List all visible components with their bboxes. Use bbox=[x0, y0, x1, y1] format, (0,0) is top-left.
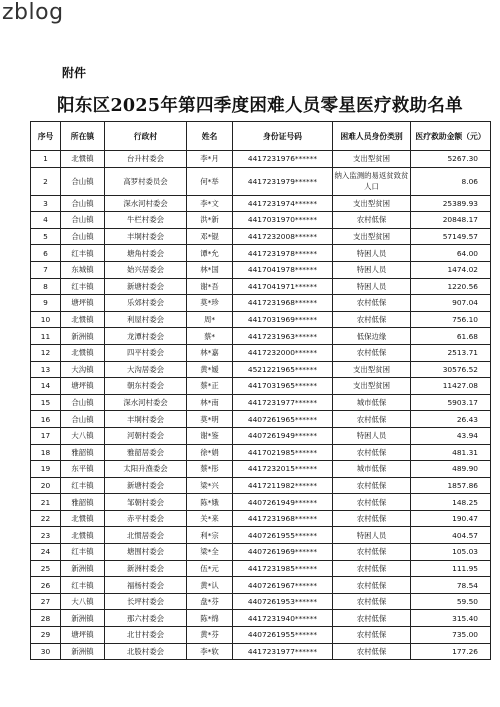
cell-village: 四平村委会 bbox=[105, 344, 187, 361]
cell-town: 红丰镇 bbox=[61, 278, 105, 295]
cell-id-number: 4417231968****** bbox=[233, 510, 333, 527]
cell-amount: 61.68 bbox=[411, 328, 491, 345]
cell-index: 23 bbox=[31, 527, 61, 544]
cell-name: 黄*嫒 bbox=[187, 361, 233, 378]
cell-town: 东城镇 bbox=[61, 261, 105, 278]
cell-amount: 111.95 bbox=[411, 560, 491, 577]
cell-index: 9 bbox=[31, 295, 61, 312]
cell-name: 李*月 bbox=[187, 151, 233, 168]
cell-village: 新塘村委会 bbox=[105, 477, 187, 494]
cell-category: 农村低保 bbox=[333, 610, 411, 627]
cell-amount: 735.00 bbox=[411, 627, 491, 644]
cell-amount: 190.47 bbox=[411, 510, 491, 527]
document-title: 阳东区2025年第四季度困难人员零星医疗救助名单 bbox=[57, 96, 463, 116]
cell-index: 1 bbox=[31, 151, 61, 168]
cell-name: 洪*新 bbox=[187, 212, 233, 229]
cell-name: 蔡* bbox=[187, 328, 233, 345]
cell-amount: 5267.30 bbox=[411, 151, 491, 168]
table-row bbox=[31, 394, 491, 411]
cell-village: 北股村委会 bbox=[105, 643, 187, 660]
table-row bbox=[31, 228, 491, 245]
cell-index: 19 bbox=[31, 461, 61, 478]
cell-category: 纳入监测的易返贫致贫人口 bbox=[333, 167, 411, 195]
table-row bbox=[31, 494, 491, 511]
cell-id-number: 4417232008****** bbox=[233, 228, 333, 245]
cell-id-number: 4417031965****** bbox=[233, 378, 333, 395]
cell-index: 7 bbox=[31, 261, 61, 278]
cell-village: 深水河村委会 bbox=[105, 195, 187, 212]
cell-town: 合山镇 bbox=[61, 167, 105, 195]
cell-village: 那六村委会 bbox=[105, 610, 187, 627]
cell-category: 农村低保 bbox=[333, 494, 411, 511]
cell-name: 梁*兴 bbox=[187, 477, 233, 494]
cell-amount: 177.26 bbox=[411, 643, 491, 660]
table-row bbox=[31, 311, 491, 328]
cell-town: 雅韶镇 bbox=[61, 494, 105, 511]
cell-name: 谢*鉴 bbox=[187, 427, 233, 444]
cell-amount: 43.94 bbox=[411, 427, 491, 444]
cell-index: 27 bbox=[31, 593, 61, 610]
table-row bbox=[31, 328, 491, 345]
header-village: 行政村 bbox=[105, 122, 187, 151]
cell-id-number: 4417231940****** bbox=[233, 610, 333, 627]
cell-id-number: 4521221965****** bbox=[233, 361, 333, 378]
cell-village: 新塘村委会 bbox=[105, 278, 187, 295]
cell-index: 12 bbox=[31, 344, 61, 361]
cell-category: 特困人员 bbox=[333, 527, 411, 544]
cell-town: 大八镇 bbox=[61, 427, 105, 444]
cell-amount: 1474.02 bbox=[411, 261, 491, 278]
cell-category: 农村低保 bbox=[333, 560, 411, 577]
cell-village: 福杨村委会 bbox=[105, 577, 187, 594]
cell-town: 合山镇 bbox=[61, 195, 105, 212]
cell-id-number: 4407261949****** bbox=[233, 427, 333, 444]
cell-name: 邓*锟 bbox=[187, 228, 233, 245]
cell-amount: 78.54 bbox=[411, 577, 491, 594]
cell-town: 合山镇 bbox=[61, 394, 105, 411]
cell-town: 红丰镇 bbox=[61, 544, 105, 561]
cell-id-number: 4417231978****** bbox=[233, 245, 333, 262]
cell-town: 合山镇 bbox=[61, 212, 105, 229]
cell-name: 谭*允 bbox=[187, 245, 233, 262]
cell-id-number: 4417231979****** bbox=[233, 167, 333, 195]
cell-id-number: 4417041971****** bbox=[233, 278, 333, 295]
cell-village: 朝东村委会 bbox=[105, 378, 187, 395]
cell-amount: 5903.17 bbox=[411, 394, 491, 411]
cell-category: 农村低保 bbox=[333, 577, 411, 594]
cell-category: 农村低保 bbox=[333, 444, 411, 461]
cell-index: 25 bbox=[31, 560, 61, 577]
cell-id-number: 4407261967****** bbox=[233, 577, 333, 594]
cell-index: 4 bbox=[31, 212, 61, 229]
cell-name: 何*举 bbox=[187, 167, 233, 195]
cell-amount: 2513.71 bbox=[411, 344, 491, 361]
table-row bbox=[31, 477, 491, 494]
cell-category: 城市低保 bbox=[333, 394, 411, 411]
cell-town: 塘坪镇 bbox=[61, 627, 105, 644]
cell-town: 新洲镇 bbox=[61, 328, 105, 345]
cell-village: 丰垌村委会 bbox=[105, 411, 187, 428]
cell-town: 新洲镇 bbox=[61, 560, 105, 577]
cell-id-number: 4417231974****** bbox=[233, 195, 333, 212]
header-index: 序号 bbox=[31, 122, 61, 151]
cell-village: 新洲村委会 bbox=[105, 560, 187, 577]
cell-amount: 1220.56 bbox=[411, 278, 491, 295]
cell-id-number: 4417031969****** bbox=[233, 311, 333, 328]
cell-index: 3 bbox=[31, 195, 61, 212]
cell-name: 黄*芬 bbox=[187, 627, 233, 644]
cell-name: 莫*明 bbox=[187, 411, 233, 428]
cell-name: 李*文 bbox=[187, 195, 233, 212]
cell-category: 农村低保 bbox=[333, 344, 411, 361]
cell-category: 支出型贫困 bbox=[333, 228, 411, 245]
table-row bbox=[31, 411, 491, 428]
cell-id-number: 4417211982****** bbox=[233, 477, 333, 494]
cell-category: 低保边缘 bbox=[333, 328, 411, 345]
cell-category: 支出型贫困 bbox=[333, 378, 411, 395]
cell-town: 东平镇 bbox=[61, 461, 105, 478]
cell-name: 莫*珍 bbox=[187, 295, 233, 312]
cell-index: 29 bbox=[31, 627, 61, 644]
cell-amount: 11427.08 bbox=[411, 378, 491, 395]
cell-category: 农村低保 bbox=[333, 593, 411, 610]
cell-amount: 105.03 bbox=[411, 544, 491, 561]
cell-village: 高罗村委员会 bbox=[105, 167, 187, 195]
cell-category: 支出型贫困 bbox=[333, 361, 411, 378]
cell-village: 河朝村委会 bbox=[105, 427, 187, 444]
cell-name: 梁*全 bbox=[187, 544, 233, 561]
cell-index: 30 bbox=[31, 643, 61, 660]
cell-town: 北惯镇 bbox=[61, 311, 105, 328]
cell-town: 红丰镇 bbox=[61, 577, 105, 594]
cell-amount: 756.10 bbox=[411, 311, 491, 328]
cell-village: 塘角村委会 bbox=[105, 245, 187, 262]
cell-id-number: 4417021985****** bbox=[233, 444, 333, 461]
cell-id-number: 4407261955****** bbox=[233, 527, 333, 544]
cell-amount: 404.57 bbox=[411, 527, 491, 544]
cell-id-number: 4407261949****** bbox=[233, 494, 333, 511]
table-row bbox=[31, 643, 491, 660]
cell-town: 大沟镇 bbox=[61, 361, 105, 378]
cell-index: 8 bbox=[31, 278, 61, 295]
table-row bbox=[31, 361, 491, 378]
table-row bbox=[31, 378, 491, 395]
cell-town: 北惯镇 bbox=[61, 527, 105, 544]
cell-name: 盘*芬 bbox=[187, 593, 233, 610]
header-category: 困难人员身份类别 bbox=[333, 122, 411, 151]
cell-name: 徐*娟 bbox=[187, 444, 233, 461]
cell-category: 农村低保 bbox=[333, 295, 411, 312]
cell-village: 长坪村委会 bbox=[105, 593, 187, 610]
cell-index: 6 bbox=[31, 245, 61, 262]
header-town: 所在镇 bbox=[61, 122, 105, 151]
cell-amount: 64.00 bbox=[411, 245, 491, 262]
cell-category: 农村低保 bbox=[333, 212, 411, 229]
table-header-row bbox=[31, 122, 491, 151]
table-row bbox=[31, 427, 491, 444]
cell-village: 北惯居委会 bbox=[105, 527, 187, 544]
attachment-label: 附件 bbox=[62, 66, 87, 80]
cell-id-number: 4417232000****** bbox=[233, 344, 333, 361]
cell-town: 北惯镇 bbox=[61, 510, 105, 527]
table-body bbox=[31, 151, 491, 660]
cell-index: 5 bbox=[31, 228, 61, 245]
cell-id-number: 4407261965****** bbox=[233, 411, 333, 428]
cell-index: 10 bbox=[31, 311, 61, 328]
cell-category: 支出型贫困 bbox=[333, 151, 411, 168]
watermark-text: zblog bbox=[2, 0, 64, 25]
relief-list-table bbox=[30, 121, 491, 660]
cell-category: 城市低保 bbox=[333, 461, 411, 478]
table-row bbox=[31, 527, 491, 544]
cell-amount: 26.43 bbox=[411, 411, 491, 428]
cell-category: 农村低保 bbox=[333, 311, 411, 328]
cell-amount: 315.40 bbox=[411, 610, 491, 627]
table-row bbox=[31, 278, 491, 295]
cell-village: 邹朝村委会 bbox=[105, 494, 187, 511]
cell-index: 14 bbox=[31, 378, 61, 395]
cell-amount: 20848.17 bbox=[411, 212, 491, 229]
cell-village: 丰垌村委会 bbox=[105, 228, 187, 245]
table-row bbox=[31, 544, 491, 561]
table-row bbox=[31, 295, 491, 312]
cell-name: 李*软 bbox=[187, 643, 233, 660]
cell-id-number: 4407261969****** bbox=[233, 544, 333, 561]
cell-village: 雅韶居委会 bbox=[105, 444, 187, 461]
cell-town: 合山镇 bbox=[61, 411, 105, 428]
table-row bbox=[31, 151, 491, 168]
cell-village: 太阳升渔委会 bbox=[105, 461, 187, 478]
cell-id-number: 4407261953****** bbox=[233, 593, 333, 610]
header-id-number: 身份证号码 bbox=[233, 122, 333, 151]
cell-index: 26 bbox=[31, 577, 61, 594]
cell-amount: 1857.86 bbox=[411, 477, 491, 494]
cell-name: 林*嘉 bbox=[187, 344, 233, 361]
cell-category: 支出型贫困 bbox=[333, 195, 411, 212]
cell-town: 北惯镇 bbox=[61, 151, 105, 168]
cell-index: 15 bbox=[31, 394, 61, 411]
cell-village: 龙潭村委会 bbox=[105, 328, 187, 345]
cell-village: 牛栏村委会 bbox=[105, 212, 187, 229]
cell-name: 陈*绵 bbox=[187, 610, 233, 627]
cell-amount: 907.04 bbox=[411, 295, 491, 312]
header-amount: 医疗救助金额（元） bbox=[411, 122, 491, 151]
table-row bbox=[31, 444, 491, 461]
cell-index: 20 bbox=[31, 477, 61, 494]
cell-id-number: 4417231968****** bbox=[233, 295, 333, 312]
cell-index: 13 bbox=[31, 361, 61, 378]
cell-id-number: 4407261955****** bbox=[233, 627, 333, 644]
cell-category: 特困人员 bbox=[333, 278, 411, 295]
cell-village: 赤平村委会 bbox=[105, 510, 187, 527]
cell-index: 24 bbox=[31, 544, 61, 561]
cell-id-number: 4417031970****** bbox=[233, 212, 333, 229]
table-row bbox=[31, 627, 491, 644]
cell-category: 农村低保 bbox=[333, 411, 411, 428]
cell-index: 28 bbox=[31, 610, 61, 627]
cell-amount: 57149.57 bbox=[411, 228, 491, 245]
cell-town: 大八镇 bbox=[61, 593, 105, 610]
cell-town: 红丰镇 bbox=[61, 245, 105, 262]
cell-id-number: 4417231977****** bbox=[233, 394, 333, 411]
cell-name: 蔡*正 bbox=[187, 378, 233, 395]
cell-amount: 489.90 bbox=[411, 461, 491, 478]
table-row bbox=[31, 195, 491, 212]
table-row bbox=[31, 245, 491, 262]
table-row bbox=[31, 167, 491, 195]
cell-amount: 148.25 bbox=[411, 494, 491, 511]
table-row bbox=[31, 344, 491, 361]
cell-id-number: 4417231977****** bbox=[233, 643, 333, 660]
cell-category: 农村低保 bbox=[333, 544, 411, 561]
cell-name: 蔡*彤 bbox=[187, 461, 233, 478]
cell-category: 农村低保 bbox=[333, 477, 411, 494]
cell-name: 伍*元 bbox=[187, 560, 233, 577]
cell-category: 农村低保 bbox=[333, 643, 411, 660]
cell-village: 大沟居委会 bbox=[105, 361, 187, 378]
table-row bbox=[31, 212, 491, 229]
table-row bbox=[31, 593, 491, 610]
cell-name: 周* bbox=[187, 311, 233, 328]
cell-village: 北甘村委会 bbox=[105, 627, 187, 644]
table-row bbox=[31, 461, 491, 478]
cell-index: 17 bbox=[31, 427, 61, 444]
cell-name: 黄*认 bbox=[187, 577, 233, 594]
cell-town: 雅韶镇 bbox=[61, 444, 105, 461]
cell-index: 21 bbox=[31, 494, 61, 511]
cell-village: 台升村委会 bbox=[105, 151, 187, 168]
cell-name: 关*来 bbox=[187, 510, 233, 527]
cell-category: 特困人员 bbox=[333, 427, 411, 444]
cell-category: 特困人员 bbox=[333, 261, 411, 278]
cell-village: 始兴居委会 bbox=[105, 261, 187, 278]
cell-id-number: 4417232015****** bbox=[233, 461, 333, 478]
cell-id-number: 4417041978****** bbox=[233, 261, 333, 278]
table-row bbox=[31, 577, 491, 594]
cell-amount: 481.31 bbox=[411, 444, 491, 461]
cell-village: 乐郊村委会 bbox=[105, 295, 187, 312]
cell-town: 北惯镇 bbox=[61, 344, 105, 361]
table-row bbox=[31, 261, 491, 278]
cell-index: 18 bbox=[31, 444, 61, 461]
cell-amount: 30576.52 bbox=[411, 361, 491, 378]
cell-name: 林*南 bbox=[187, 394, 233, 411]
cell-id-number: 4417231985****** bbox=[233, 560, 333, 577]
cell-index: 11 bbox=[31, 328, 61, 345]
cell-category: 农村低保 bbox=[333, 510, 411, 527]
cell-category: 农村低保 bbox=[333, 627, 411, 644]
cell-amount: 8.06 bbox=[411, 167, 491, 195]
cell-village: 利屋村委会 bbox=[105, 311, 187, 328]
cell-id-number: 4417231963****** bbox=[233, 328, 333, 345]
cell-town: 红丰镇 bbox=[61, 477, 105, 494]
cell-town: 塘坪镇 bbox=[61, 295, 105, 312]
cell-index: 16 bbox=[31, 411, 61, 428]
cell-town: 合山镇 bbox=[61, 228, 105, 245]
cell-id-number: 4417231976****** bbox=[233, 151, 333, 168]
cell-name: 林*国 bbox=[187, 261, 233, 278]
cell-amount: 59.50 bbox=[411, 593, 491, 610]
cell-category: 特困人员 bbox=[333, 245, 411, 262]
table-row bbox=[31, 610, 491, 627]
cell-index: 22 bbox=[31, 510, 61, 527]
cell-name: 陈*娥 bbox=[187, 494, 233, 511]
cell-village: 深水河村委会 bbox=[105, 394, 187, 411]
cell-town: 塘坪镇 bbox=[61, 378, 105, 395]
cell-name: 利*宗 bbox=[187, 527, 233, 544]
cell-index: 2 bbox=[31, 167, 61, 195]
cell-town: 新洲镇 bbox=[61, 610, 105, 627]
header-name: 姓名 bbox=[187, 122, 233, 151]
table-row bbox=[31, 510, 491, 527]
table-row bbox=[31, 560, 491, 577]
cell-amount: 25389.93 bbox=[411, 195, 491, 212]
cell-town: 新洲镇 bbox=[61, 643, 105, 660]
cell-village: 塘围村委会 bbox=[105, 544, 187, 561]
cell-name: 谢*吾 bbox=[187, 278, 233, 295]
